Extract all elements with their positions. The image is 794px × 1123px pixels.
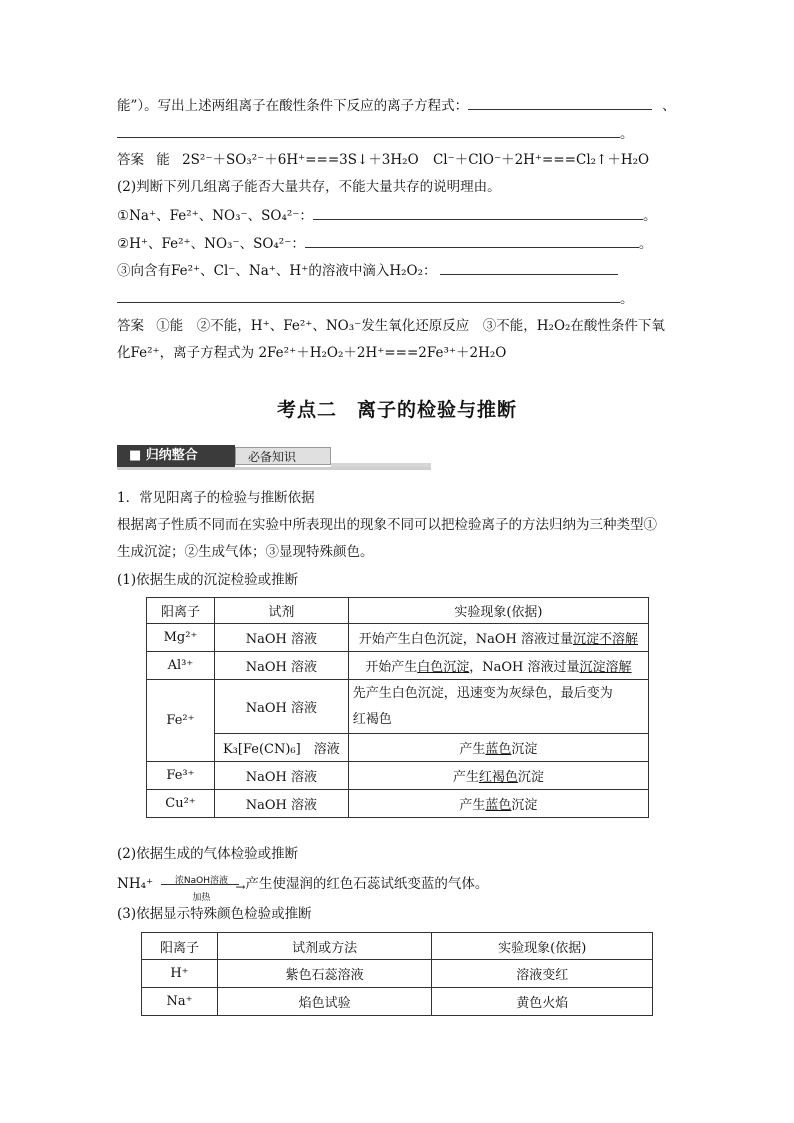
ion-cell: Mg²⁺ — [147, 624, 215, 652]
reagent-cell: NaOH 溶液 — [214, 680, 348, 734]
period: 。 — [642, 208, 657, 224]
arrow-condition-bottom: 加热 — [192, 892, 211, 903]
question-2-1 — [117, 205, 656, 226]
reagent-cell: NaOH 溶液 — [214, 762, 348, 790]
ion-cell: Cu²⁺ — [147, 790, 215, 818]
observation-cell — [348, 680, 648, 734]
table-row — [147, 762, 649, 790]
ammonium-ion: NH₄⁺ — [117, 876, 154, 892]
question-2-3 — [117, 260, 618, 281]
precipitate-table — [146, 597, 649, 818]
reagent-cell: NaOH 溶液 — [214, 624, 348, 652]
period: 。 — [638, 236, 653, 252]
col-header: 阳离子 — [142, 933, 218, 960]
col-header: 实验现象(依据) — [432, 933, 653, 960]
reagent-cell: 紫色石蕊溶液 — [217, 960, 432, 988]
ion-cell: Al³⁺ — [147, 652, 215, 680]
col-header: 试剂或方法 — [217, 933, 432, 960]
table-header-row — [142, 933, 653, 960]
answer-label: 答案 — [117, 152, 144, 168]
question-line-2 — [117, 123, 634, 144]
reagent-cell: 焰色试验 — [217, 988, 432, 1016]
col-header: 实验现象(依据) — [348, 598, 648, 624]
question-text: ①Na⁺、Fe²⁺、NO₃⁻、SO₄²⁻： — [117, 208, 313, 224]
observation-text: 产生 — [452, 770, 479, 785]
table-row — [147, 680, 649, 734]
result-text: 产生使湿润的红色石蕊试纸变蓝的气体。 — [245, 876, 489, 892]
question-text: (2)判断下列几组离子能否大量共存，不能大量共存的说明理由。 — [117, 179, 501, 195]
paragraph-2 — [117, 542, 374, 562]
reaction-arrow — [157, 875, 246, 903]
subheading-3 — [117, 904, 312, 924]
question-text: ②H⁺、Fe²⁺、NO₃⁻、SO₄²⁻： — [117, 236, 305, 252]
table-row — [142, 960, 653, 988]
period: 。 — [620, 291, 634, 307]
observation-key: 白色沉淀 — [417, 660, 470, 675]
observation-text: 红褐色 — [352, 711, 392, 727]
period: 。 — [620, 126, 634, 142]
table-row — [147, 790, 649, 818]
answer-blank — [305, 233, 639, 248]
color-table — [141, 932, 653, 1016]
answer-label: 答案 — [117, 318, 144, 334]
ion-cell: Fe³⁺ — [147, 762, 215, 790]
observation-cell — [348, 624, 648, 652]
observation-key: 沉淀不溶解 — [573, 632, 639, 647]
arrow-head-icon: → — [235, 879, 246, 894]
observation-text: 产生 — [459, 742, 486, 757]
observation-text: 产生 — [459, 798, 486, 813]
section-banner — [117, 445, 431, 471]
answer-text: 能 — [156, 152, 170, 168]
observation-cell — [348, 790, 648, 818]
heading-text: 1．常见阳离子的检验与推断依据 — [117, 490, 315, 506]
observation-cell — [348, 652, 648, 680]
subheading-text: (3)依据显示特殊颜色检验或推断 — [117, 906, 312, 922]
banner-rule — [331, 463, 431, 467]
paragraph-1 — [117, 515, 657, 535]
answer-text: ①能 ②不能，H⁺、Fe²⁺、NO₃⁻发生氧化还原反应 ③不能，H₂O₂在酸性条件下氧 — [156, 318, 665, 334]
answer-blank — [313, 205, 643, 220]
question-2-2 — [117, 233, 652, 254]
table-row — [147, 652, 649, 680]
subheading-1 — [117, 570, 298, 590]
answer-2 — [117, 316, 665, 336]
answer-text: 化Fe²⁺，离子方程式为 2Fe²⁺＋H₂O₂＋2H⁺===2Fe³⁺＋2H₂O — [117, 345, 507, 361]
table-row — [147, 734, 649, 762]
observation-text: 沉淀 — [511, 798, 538, 813]
answer-equation: 2S²⁻＋SO₃²⁻＋6H⁺===3S↓＋3H₂O — [182, 152, 419, 168]
question-2 — [117, 177, 501, 197]
subheading-2 — [117, 844, 298, 864]
nh4-test-line — [117, 874, 489, 903]
banner-label: ■ 归纳整合 — [117, 445, 235, 467]
observation-cell: 黄色火焰 — [432, 988, 653, 1016]
ion-cell: Fe²⁺ — [147, 680, 215, 762]
observation-key: 红褐色 — [478, 770, 518, 785]
table-row — [142, 988, 653, 1016]
observation-text: 开始产生 — [365, 660, 418, 675]
banner-sublabel: 必备知识 — [235, 447, 331, 465]
answer-blank — [440, 260, 618, 275]
answer-2-cont — [117, 343, 506, 363]
heading-1 — [117, 488, 315, 508]
reagent-cell: NaOH 溶液 — [214, 652, 348, 680]
banner-shadow — [117, 467, 431, 470]
paragraph-text: 根据离子性质不同而在实验中所表现出的现象不同可以把检验离子的方法归纳为三种类型① — [117, 517, 657, 533]
ion-cell: H⁺ — [142, 960, 218, 988]
ion-cell: Na⁺ — [142, 988, 218, 1016]
observation-cell — [348, 762, 648, 790]
answer-1 — [117, 150, 649, 170]
col-header: 阳离子 — [147, 598, 215, 624]
observation-text: 沉淀 — [517, 770, 544, 785]
arrow-condition-top: 浓NaOH溶液 — [174, 875, 228, 886]
observation-text: 先产生白色沉淀，迅速变为灰绿色，最后变为 — [352, 685, 613, 701]
question-line-1 — [117, 95, 676, 116]
answer-blank — [117, 123, 620, 138]
paragraph-text: 生成沉淀；②生成气体；③显现特殊颜色。 — [117, 544, 374, 560]
answer-equation: Cl⁻＋ClO⁻＋2H⁺===Cl₂↑＋H₂O — [432, 152, 650, 168]
observation-cell: 溶液变红 — [432, 960, 653, 988]
observation-key: 蓝色 — [485, 742, 512, 757]
observation-key: 蓝色 — [485, 798, 512, 813]
observation-key: 沉淀溶解 — [579, 660, 632, 675]
table-header-row — [147, 598, 649, 624]
answer-blank — [468, 95, 652, 110]
observation-cell — [348, 734, 648, 762]
observation-text: 沉淀 — [511, 742, 538, 757]
col-header: 试剂 — [214, 598, 348, 624]
subheading-text: (1)依据生成的沉淀检验或推断 — [117, 572, 299, 588]
question-text: 能”）。写出上述两组离子在酸性条件下反应的离子方程式： — [117, 98, 469, 114]
question-2-3-blank — [117, 288, 634, 309]
observation-text: 开始产生白色沉淀，NaOH 溶液过量 — [358, 632, 574, 647]
reagent-cell: K₃[Fe(CN)₆] 溶液 — [214, 734, 348, 762]
question-text: ③向含有Fe²⁺、Cl⁻、Na⁺、H⁺的溶液中滴入H₂O₂： — [117, 263, 437, 279]
table-row — [147, 624, 649, 652]
arrow-line — [161, 884, 239, 885]
observation-text: ，NaOH 溶液过量 — [469, 660, 580, 675]
subheading-text: (2)依据生成的气体检验或推断 — [117, 846, 299, 862]
section-title: 考点二 离子的检验与推断 — [276, 399, 517, 421]
separator: 、 — [662, 98, 676, 114]
reagent-cell: NaOH 溶液 — [214, 790, 348, 818]
answer-blank — [117, 288, 620, 303]
